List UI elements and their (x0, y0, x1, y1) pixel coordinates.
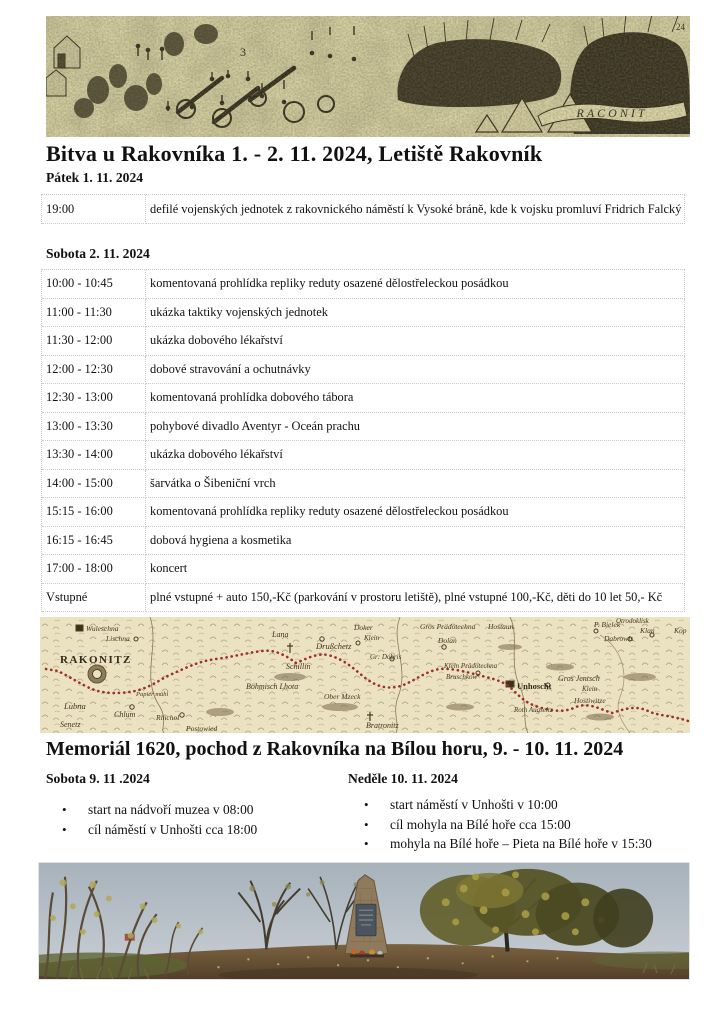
schedule-event-cell: komentovaná prohlídka repliky reduty osazené dělostřeleckou posádkou (146, 270, 685, 299)
map-label: Drußchetz (316, 641, 352, 651)
schedule-event-cell: šarvátka o Šibeniční vrch (146, 470, 685, 499)
list-item: • cíl náměstí v Unhošti cca 18:00 (88, 820, 341, 840)
battle-engraving-image (46, 16, 690, 137)
map-label: Roth Augseltz (514, 706, 553, 714)
schedule-time-cell: 12:00 - 12:30 (42, 356, 146, 385)
schedule-event-cell: plné vstupné + auto 150,-Kč (parkování v prostoru letiště), plné vstupné 100,-Kč, děti do 10 let 50,- Kč (146, 584, 685, 613)
map-label: Hostaun (488, 622, 514, 631)
schedule-time-cell: 14:00 - 15:00 (42, 470, 146, 499)
schedule-time-cell: Vstupné (42, 584, 146, 613)
map-label: Doker (354, 623, 373, 632)
schedule-time-cell: 19:00 (42, 195, 146, 224)
schedule-event-cell: dobová hygiena a kosmetika (146, 527, 685, 556)
schedule-time-cell: 12:30 - 13:00 (42, 384, 146, 413)
map-label: P. Bielek (594, 620, 621, 629)
map-label: Dabrowis (604, 634, 634, 643)
schedule-time-cell: 13:30 - 14:00 (42, 441, 146, 470)
map-label: Postowied (186, 724, 218, 733)
memorial-saturday-heading: Sobota 9. 11 .2024 (46, 771, 150, 786)
list-item: • cíl mohyla na Bílé hoře cca 15:00 (390, 815, 683, 835)
schedule-event-cell: ukázka dobového lékařství (146, 441, 685, 470)
map-label: Klein (582, 685, 598, 693)
schedule-time-cell: 11:30 - 12:00 (42, 327, 146, 356)
map-label: Kop (674, 626, 687, 635)
map-label: Hostiwitze (574, 696, 606, 705)
map-label: RAKONITZ (60, 654, 132, 666)
schedule-time-cell: 13:00 - 13:30 (42, 413, 146, 442)
map-label: Lana (272, 630, 289, 639)
list-item: • mohyla na Bílé hoře – Pieta na Bílé hoře v 15:30 (390, 834, 683, 854)
map-label: Otrodoklisk (616, 617, 649, 625)
memorial-photo-image (38, 862, 690, 980)
map-label: Unhoscht (517, 681, 552, 691)
schedule-event-cell: pohybové divadlo Aventyr - Oceán prachu (146, 413, 685, 442)
memorial-sunday-heading: Neděle 10. 11. 2024 (348, 771, 458, 786)
map-label: Klan (640, 626, 655, 635)
map-label: Papier mühl (136, 691, 169, 698)
map-label: Senetz (60, 720, 81, 729)
map-label: Dolan (438, 636, 457, 645)
schedule-event-cell: komentovaná prohlídka dobového tábora (146, 384, 685, 413)
map-label: Ober Mzeck (324, 692, 361, 701)
route-map-image (40, 617, 690, 733)
battle-engraving-graphic (46, 16, 690, 137)
schedule-event-cell: defilé vojenských jednotek z rakovnického náměstí k Vysoké bráně, kde k vojsku promluví Fridrich Falcký (146, 195, 685, 224)
list-item: • start náměstí v Unhošti v 10:00 (390, 795, 683, 815)
schedule-time-cell: 15:15 - 16:00 (42, 498, 146, 527)
memorial-saturday-column (46, 771, 341, 839)
map-label: Klein Prädotechna (444, 662, 498, 670)
map-label: Wuleschna (86, 624, 119, 633)
memorial-saturday-list (46, 800, 341, 839)
map-label: Gr: Dobris (370, 653, 402, 661)
map-label: Klein (364, 634, 380, 642)
schedule-event-cell: komentovaná prohlídka repliky reduty osazené dělostřeleckou posádkou (146, 498, 685, 527)
memorial-photo-graphic (39, 863, 689, 979)
list-item: • start na nádvoří muzea v 08:00 (88, 800, 341, 820)
schedule-event-cell: ukázka taktiky vojenských jednotek (146, 299, 685, 328)
map-label: Schillin (286, 662, 311, 671)
map-label: Lubna (64, 701, 86, 711)
battle-title: Bitva u Rakovníka 1. - 2. 11. 2024, Letiště Rakovník (46, 141, 543, 166)
friday-heading: Pátek 1. 11. 2024 (46, 170, 144, 185)
map-label: Gros Prädotechna (420, 622, 476, 631)
memorial-title: Memoriál 1620, pochod z Rakovníka na Bílou horu, 9. - 10. 11. 2024 (46, 738, 624, 760)
map-label: Chlum (114, 710, 136, 719)
saturday-heading: Sobota 2. 11. 2024 (46, 246, 150, 261)
friday-schedule-table (41, 194, 685, 224)
schedule-time-cell: 17:00 - 18:00 (42, 555, 146, 584)
map-label: Bruschkow (446, 673, 478, 681)
schedule-event-cell: dobové stravování a ochutnávky (146, 356, 685, 385)
schedule-event-cell: koncert (146, 555, 685, 584)
schedule-event-cell: ukázka dobového lékařství (146, 327, 685, 356)
map-label: Gros Jentsch (558, 674, 600, 683)
saturday-schedule-table (41, 269, 685, 612)
memorial-sunday-column (348, 771, 683, 854)
memorial-sunday-list (348, 795, 683, 854)
route-map-graphic (40, 617, 690, 733)
schedule-time-cell: 11:00 - 11:30 (42, 299, 146, 328)
map-label: Lischna (106, 634, 130, 643)
map-label: Bratronitz (366, 721, 399, 730)
map-label: Rinchol (156, 713, 180, 722)
schedule-time-cell: 16:15 - 16:45 (42, 527, 146, 556)
schedule-time-cell: 10:00 - 10:45 (42, 270, 146, 299)
map-label: Böhmisch Lhota (246, 682, 299, 691)
